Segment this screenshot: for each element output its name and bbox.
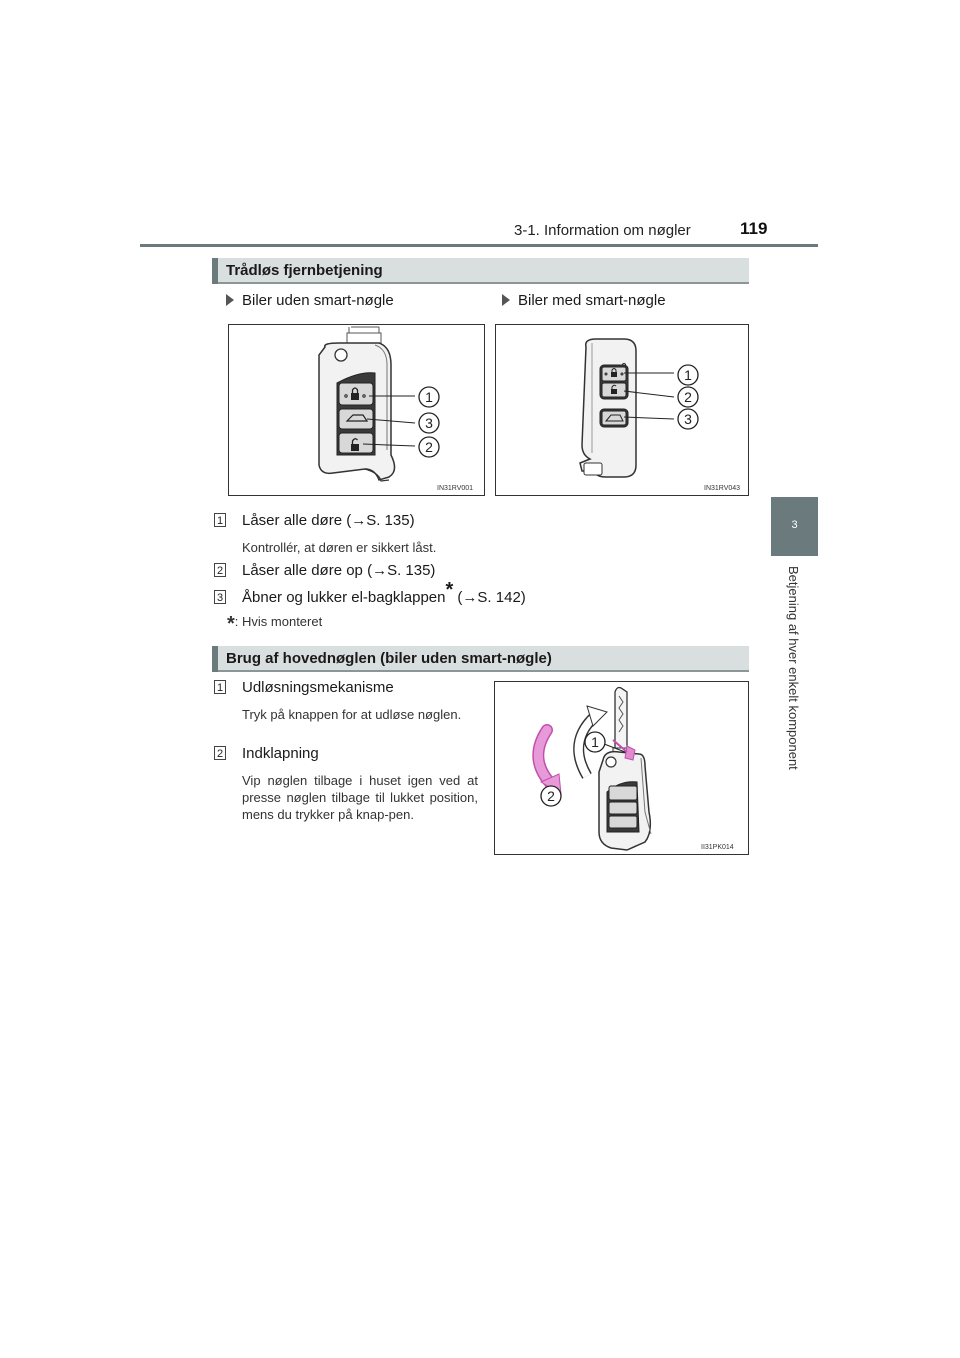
section-marker [212, 258, 218, 284]
running-header: 3-1. Information om nøgler [514, 222, 691, 239]
remote-key-illustration [229, 325, 484, 495]
section-header-master-key [212, 646, 749, 672]
figure-code: IN31RV043 [704, 485, 741, 492]
header-rule [140, 244, 818, 247]
section-header-wireless-remote [212, 258, 749, 284]
triangle-bullet-icon [502, 294, 510, 306]
footnote: *: Hvis monteret [227, 613, 323, 635]
figure-remote-with-smart-key [495, 324, 749, 496]
callout-number: 1 [684, 367, 692, 383]
item-lock-note: Kontrollér, at døren er sikkert låst. [242, 540, 437, 555]
callout-number: 1 [591, 734, 599, 750]
callout-1 [583, 730, 607, 759]
callout-2 [539, 784, 563, 813]
item-folding: Indklapning [242, 745, 319, 762]
figure-code: IN31RV001 [437, 485, 474, 492]
triangle-bullet-icon [226, 294, 234, 306]
callout-number: 2 [547, 788, 555, 804]
item-power-back-door: Åbner og lukker el-bagklappen* (→S. 142) [242, 579, 526, 606]
section-title: Brug af hovednøglen (biler uden smart-nøgle) [226, 650, 552, 667]
callout-1 [417, 385, 441, 414]
section-marker [212, 646, 218, 672]
asterisk: * [445, 579, 454, 601]
item-number-box: 3 [214, 590, 226, 604]
label-without-smart-key: Biler uden smart-nøgle [226, 292, 394, 309]
item-release-mechanism: Udløsningsmekanisme [242, 679, 394, 696]
item-number-box: 1 [214, 680, 226, 694]
item-folding-description: Vip nøglen tilbage i huset igen ved at presse nøglen tilbage til lukket position, mens du trykker på knap-pen. [242, 773, 478, 822]
figure-remote-without-smart-key [228, 324, 485, 496]
callout-2 [417, 435, 441, 464]
callout-number: 1 [425, 389, 433, 405]
figure-master-key-folding [494, 681, 749, 855]
key-folding-illustration [495, 682, 748, 854]
item-number-box: 1 [214, 513, 226, 527]
figure-code: II31PK014 [701, 844, 734, 851]
smart-key-illustration [496, 325, 748, 495]
item-release-description: Tryk på knappen for at udløse nøglen. [242, 707, 462, 722]
item-number-box: 2 [214, 746, 226, 760]
page-number: 119 [740, 219, 768, 238]
section-title: Trådløs fjernbetjening [226, 262, 383, 279]
item-lock-all-doors: Låser alle døre (→S. 135) [242, 512, 415, 529]
label-with-smart-key: Biler med smart-nøgle [502, 292, 666, 309]
callout-number: 2 [425, 439, 433, 455]
callout-number: 3 [425, 415, 433, 431]
callout-3 [676, 407, 700, 436]
chapter-number: 3 [791, 519, 798, 531]
item-unlock-all-doors: Låser alle døre op (→S. 135) [242, 562, 436, 579]
chapter-tab [771, 497, 818, 556]
item-number-box: 2 [214, 563, 226, 577]
footnote-asterisk: * [227, 613, 235, 635]
callout-number: 3 [684, 411, 692, 427]
callout-number: 2 [684, 389, 692, 405]
chapter-label: Betjening af hver enkelt komponent [786, 566, 801, 770]
